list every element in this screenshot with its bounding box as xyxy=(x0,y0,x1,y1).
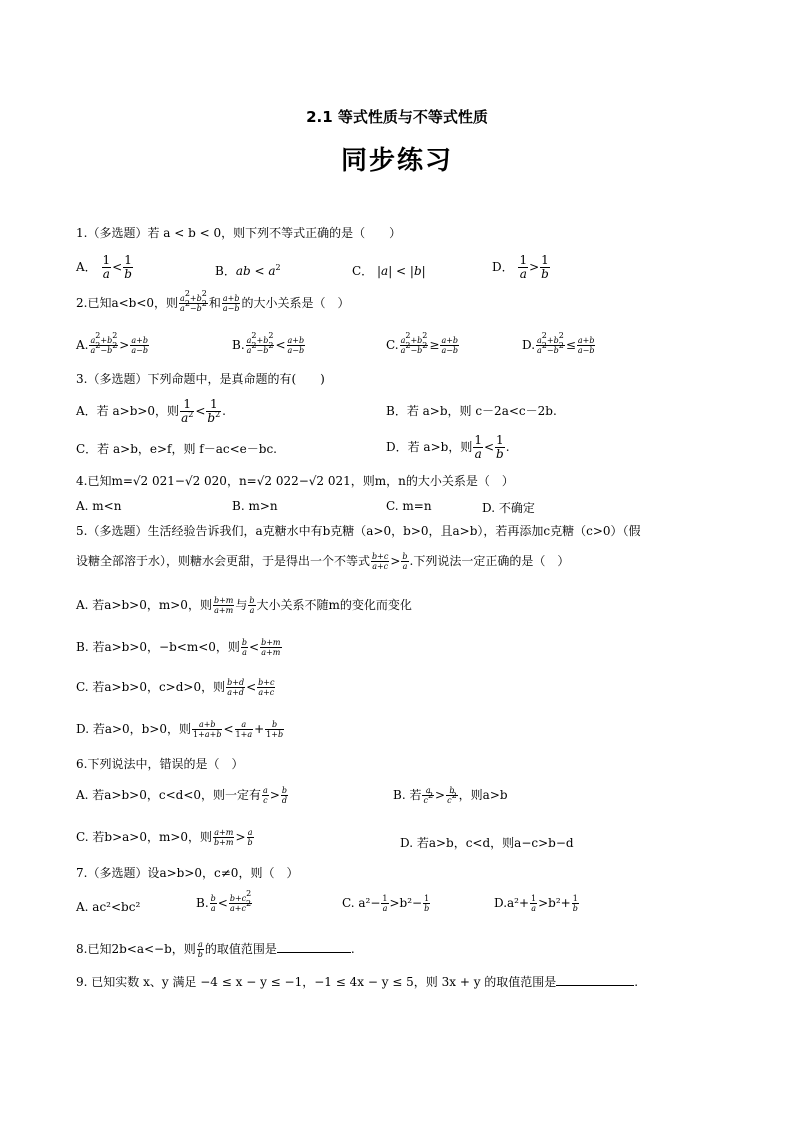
q6-b-suffix: ，则a>b xyxy=(458,788,508,802)
q2-frac1: $\frac{a^2+b^2}{a^2-b^2}$ xyxy=(180,289,207,313)
q2-stem-mid: 和 xyxy=(208,296,221,310)
q5-option-b: B. 若a>b>0，−b<m<0，则 $\frac{b}{a}$ < $\frac{b+m}{a+m}$ xyxy=(76,638,281,657)
q1-option-b: B．ab < $a^2$ xyxy=(215,263,281,278)
q1-d-frac2: $\frac{1}{b}$ xyxy=(541,253,549,281)
q2-stem xyxy=(76,289,350,313)
q3-option-c: C．若 a>b，e>f，则 f－ac<e－bc. xyxy=(76,442,277,456)
q9-stem xyxy=(76,974,638,989)
q3-a-label: A．若 a>b>0，则 xyxy=(76,404,180,418)
q7-option-c: C. a²− $\frac{1}{a}$ >b²− $\frac{1}{b}$ xyxy=(342,894,430,913)
q3-d-label: D．若 a>b，则 xyxy=(386,440,473,454)
q1-b-label: B． xyxy=(215,264,236,278)
q2-option-c: C. $\frac{a^2+b^2}{a^2-b^2}$ ≥ $\frac{a+b}{a-b}$ xyxy=(386,331,459,355)
q5-b-prefix: B. 若a>b>0，−b<m<0，则 xyxy=(76,640,240,654)
q3-option-a: A．若 a>b>0，则 $\frac{1}{a^2}$ < $\frac{1}{b^2}$ . xyxy=(76,397,226,425)
q8-answer-blank[interactable] xyxy=(277,941,351,953)
q2-d-label: D. xyxy=(522,338,536,352)
q1-c-label: C． xyxy=(352,264,374,278)
q4-option-c: C. m=n xyxy=(386,499,432,513)
q5-line2-suffix: .下列说法一定正确的是（ ） xyxy=(409,554,570,568)
q4-option-d: D. 不确定 xyxy=(482,501,535,515)
q5-line2-prefix: 设糖全部溶于水），则糖水会更甜，于是得出一个不等式 xyxy=(76,554,371,568)
q1-a-frac1: $\frac{1}{a}$ xyxy=(102,253,111,281)
q1-d-frac1: $\frac{1}{a}$ xyxy=(519,253,528,281)
q8-end: . xyxy=(350,942,355,956)
q5-c-prefix: C. 若a>b>0，c>d>0，则 xyxy=(76,680,226,694)
q5-option-d: D. 若a>0，b>0，则 $\frac{a+b}{1+a+b}$ < $\frac{a}{1+a}$ + $\frac{b}{1+b}$ xyxy=(76,720,284,739)
q2-c-label: C. xyxy=(386,338,399,352)
q5-line2: 设糖全部溶于水），则糖水会更甜，于是得出一个不等式 $\frac{b+c}{a+c}$ > $\frac{b}{a}$ .下列说法一定正确的是（ ） xyxy=(76,552,570,571)
q1-option-c: C． |a| < |b| xyxy=(352,264,426,278)
q3-option-d: D．若 a>b，则 $\frac{1}{a}$ < $\frac{1}{b}$ . xyxy=(386,433,510,461)
q5-option-a: A. 若a>b>0，m>0，则 $\frac{b+m}{a+m}$ 与 $\frac{b}{a}$ 大小关系不随m的变化而变化 xyxy=(76,596,412,615)
q7-b-prefix: B. xyxy=(196,896,209,910)
q6-option-c: C. 若b>a>0，m>0，则 $\frac{a+m}{b+m}$ > $\frac{a}{b}$ xyxy=(76,828,253,847)
q5-d-prefix: D. 若a>0，b>0，则 xyxy=(76,722,192,736)
q7-stem: 7.（多选题）设a>b>0，c≠0，则（ ） xyxy=(76,866,299,880)
q1-stem: 1.（多选题）若 a < b < 0，则下列不等式正确的是（ ） xyxy=(76,226,402,240)
q6-option-d: D. 若a>b，c<d，则a−c>b−d xyxy=(400,836,574,850)
q8-prefix: 8.已知2b<a<−b，则 xyxy=(76,942,196,956)
q7-option-a: A. ac²<bc² xyxy=(76,900,141,914)
q4-option-a: A. m<n xyxy=(76,499,122,513)
q2-option-a: A. $\frac{a^2+b^2}{a^2-b^2}$ > $\frac{a+b}{a-b}$ xyxy=(76,331,148,355)
q7-d-prefix: D.a²+ xyxy=(494,896,530,910)
q9-answer-blank[interactable] xyxy=(556,974,634,986)
q6-stem: 6.下列说法中，错误的是（ ） xyxy=(76,757,244,771)
q5-a-mid: 与 xyxy=(235,598,248,612)
q6-c-prefix: C. 若b>a>0，m>0，则 xyxy=(76,830,213,844)
q8-suffix: 的取值范围是 xyxy=(204,942,277,956)
q7-option-d: D.a²+ $\frac{1}{a}$ >b²+ $\frac{1}{b}$ xyxy=(494,894,578,913)
worksheet-subtitle: 同步练习 xyxy=(340,146,453,176)
q6-b-prefix: B. 若 xyxy=(393,788,422,802)
q9-end: . xyxy=(634,975,639,989)
q3-option-b: B．若 a>b，则 c－2a<c－2b. xyxy=(386,404,557,418)
q6-option-a: A. 若a>b>0，c<d<0，则一定有 $\frac{a}{c}$ > $\frac{b}{d}$ xyxy=(76,786,287,805)
q1-a-label: A． xyxy=(76,260,97,274)
q7-c-mid: >b²− xyxy=(389,896,423,910)
q5-a-suffix: 大小关系不随m的变化而变化 xyxy=(256,598,412,612)
q2-b-label: B. xyxy=(232,338,245,352)
q2-stem-prefix: 2.已知a<b<0，则 xyxy=(76,296,179,310)
q1-option-a: A． $\frac{1}{a}$ < $\frac{1}{b}$ xyxy=(76,253,132,281)
q7-d-mid: >b²+ xyxy=(538,896,571,910)
q7-c-prefix: C. a²− xyxy=(342,896,381,910)
q6-option-b: B. 若 $\frac{a}{c^2}$ > $\frac{b}{c^2}$ ，则a>b xyxy=(393,786,508,805)
q2-a-label: A. xyxy=(76,338,89,352)
q2-stem-suffix: 的大小关系是（ ） xyxy=(241,296,350,310)
q5-line1: 5.（多选题）生活经验告诉我们，a克糖水中有b克糖（a>0，b>0，且a>b），若再添加c克糖（c>0）（假 xyxy=(76,524,641,538)
q8-stem: 8.已知2b<a<−b，则 $\frac{a}{b}$ 的取值范围是 . xyxy=(76,940,355,959)
q6-a-prefix: A. 若a>b>0，c<d<0，则一定有 xyxy=(76,788,262,802)
q5-option-c: C. 若a>b>0，c>d>0，则 $\frac{b+d}{a+d}$ < $\frac{b+c}{a+c}$ xyxy=(76,678,275,697)
q1-option-d: D． $\frac{1}{a}$ > $\frac{1}{b}$ xyxy=(492,253,549,281)
q2-option-d: D. $\frac{a^2+b^2}{a^2-b^2}$ ≤ $\frac{a+b}{a-b}$ xyxy=(522,331,595,355)
q1-d-label: D． xyxy=(492,260,514,274)
q3-stem: 3.（多选题）下列命题中，是真命题的有( ) xyxy=(76,372,325,386)
q2-option-b: B. $\frac{a^2+b^2}{a^2-b^2}$ < $\frac{a+b}{a-b}$ xyxy=(232,331,305,355)
worksheet-title: 2.1 等式性质与不等式性质 xyxy=(306,108,488,126)
q2-frac2: $\frac{a+b}{a-b}$ xyxy=(222,294,240,313)
q5-a-prefix: A. 若a>b>0，m>0，则 xyxy=(76,598,212,612)
q4-stem: 4.已知m=√2 021−√2 020，n=√2 022−√2 021，则m，n的大小关系是（ ） xyxy=(76,474,514,488)
q7-option-b: B. $\frac{b}{a}$ < $\frac{b+c^2}{a+c^2}$ xyxy=(196,889,252,913)
q4-option-b: B. m>n xyxy=(232,499,278,513)
q9-prefix: 9. 已知实数 x、y 满足 −4 ≤ x − y ≤ −1，−1 ≤ 4x − y ≤ 5，则 3x + y 的取值范围是 xyxy=(76,975,557,989)
q1-a-frac2: $\frac{1}{b}$ xyxy=(124,253,132,281)
